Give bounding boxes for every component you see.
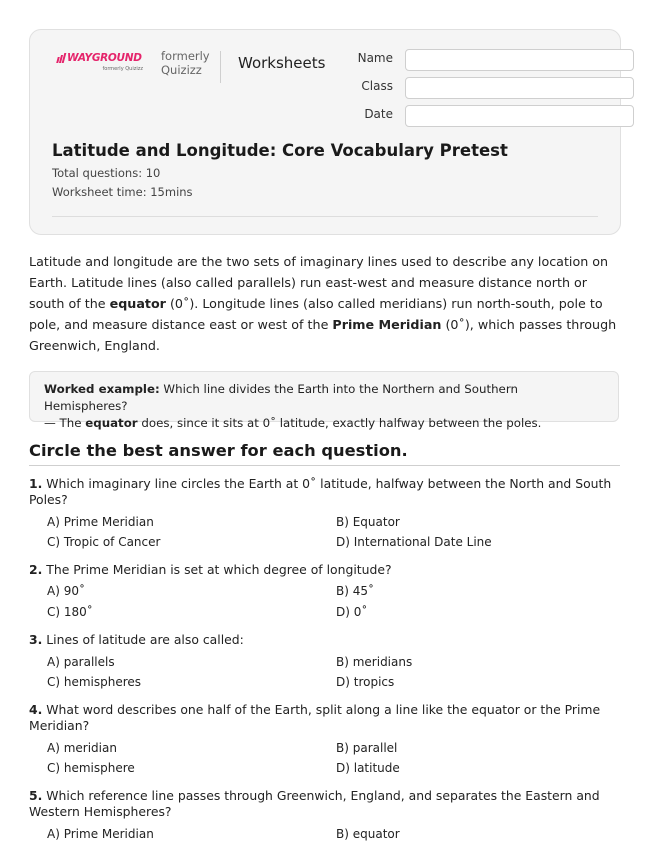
formerly-label: formerly (161, 49, 210, 63)
name-label: Name (357, 51, 393, 65)
question-2 (29, 562, 623, 578)
worksheets-label: Worksheets (238, 54, 326, 72)
wayground-logo (57, 52, 147, 72)
question-5 (29, 788, 623, 820)
intro-text: Latitude and longitude are the two sets of imaginary lines used to describe any location on Earth. Latitude lines (also called parallels) run east-west and measure distance north or south of the (29, 254, 609, 311)
worked-example-term: equator (85, 416, 138, 430)
question-text: Which imaginary line circles the Earth at 0˚ latitude, halfway between the North and South Poles? (29, 476, 612, 507)
q3-option-c[interactable]: C) hemispheres (47, 675, 142, 689)
question-number: 2. (29, 562, 43, 577)
q1-option-a[interactable]: A) Prime Meridian (47, 515, 154, 529)
q4-option-a[interactable]: A) meridian (47, 741, 117, 755)
worked-example-answer: does, since it sits at 0˚ latitude, exactly halfway between the poles. (137, 416, 542, 430)
worksheet-time: Worksheet time: 15mins (52, 185, 193, 199)
question-text: Lines of latitude are also called: (42, 632, 244, 647)
logo-mark-icon (57, 53, 65, 63)
q2-option-b[interactable]: B) 45˚ (336, 584, 374, 598)
q2-option-a[interactable]: A) 90˚ (47, 584, 85, 598)
worksheet-header (29, 29, 621, 235)
q1-option-b[interactable]: B) Equator (336, 515, 400, 529)
question-1 (29, 476, 623, 508)
q3-option-b[interactable]: B) meridians (336, 655, 413, 669)
class-label: Class (361, 79, 393, 93)
name-field[interactable] (405, 49, 634, 71)
instructions-heading: Circle the best answer for each question. (29, 441, 620, 466)
question-number: 1. (29, 476, 43, 491)
header-divider (220, 51, 221, 83)
q1-option-c[interactable]: C) Tropic of Cancer (47, 535, 161, 549)
q3-option-d[interactable]: D) tropics (336, 675, 395, 689)
logo-subtext: formerly Quizizz (102, 66, 143, 72)
worked-example-box (29, 371, 619, 430)
class-field[interactable] (405, 77, 634, 99)
q4-option-c[interactable]: C) hemisphere (47, 761, 135, 775)
worked-example-label: Worked example: (44, 382, 160, 396)
question-number: 3. (29, 632, 43, 647)
worked-example-question: Which line divides the Earth into the Northern and Southern Hemispheres? (44, 382, 518, 413)
question-number: 4. (29, 702, 43, 717)
question-text: What word describes one half of the Earth, split along a line like the equator or the Prime Meridian? (29, 702, 601, 733)
date-label: Date (364, 107, 393, 121)
question-4 (29, 702, 623, 734)
q3-option-a[interactable]: A) parallels (47, 655, 115, 669)
q2-option-d[interactable]: D) 0˚ (336, 605, 368, 619)
formerly-note (161, 49, 210, 77)
q4-option-d[interactable]: D) latitude (336, 761, 400, 775)
intro-paragraph (29, 251, 623, 356)
term-equator: equator (109, 296, 166, 311)
term-prime-meridian: Prime Meridian (332, 317, 442, 332)
question-3 (29, 632, 623, 648)
worksheet-title: Latitude and Longitude: Core Vocabulary Pretest (52, 141, 508, 160)
header-bottom-rule (52, 216, 598, 217)
intro-text: (0˚). Longitude lines (also called meridians) run north-south, pole to pole, and measure distance east or west of the (29, 296, 603, 332)
question-number: 5. (29, 788, 43, 803)
formerly-brand: Quizizz (161, 63, 202, 77)
worked-example-answer: — The (44, 416, 86, 430)
q5-option-a[interactable]: A) Prime Meridian (47, 827, 154, 841)
intro-text: (0˚), which passes through Greenwich, England. (29, 317, 617, 353)
total-questions: Total questions: 10 (52, 166, 161, 180)
q4-option-b[interactable]: B) parallel (336, 741, 398, 755)
question-text: Which reference line passes through Greenwich, England, and separates the Eastern and Western Hemispheres? (29, 788, 600, 819)
q5-option-b[interactable]: B) equator (336, 827, 400, 841)
date-field[interactable] (405, 105, 634, 127)
question-text: The Prime Meridian is set at which degree of longitude? (42, 562, 392, 577)
logo-wordmark: WAYGROUND (67, 52, 142, 64)
q2-option-c[interactable]: C) 180˚ (47, 605, 93, 619)
q1-option-d[interactable]: D) International Date Line (336, 535, 492, 549)
